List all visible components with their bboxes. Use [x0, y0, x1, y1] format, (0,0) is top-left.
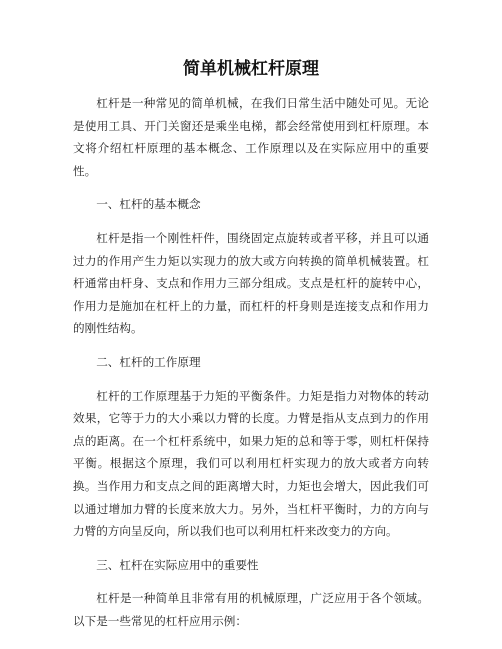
section-body-applications: 杠杆是一种简单且非常有用的机械原理，广泛应用于各个领域。以下是一些常见的杠杆应用示例： — [73, 591, 429, 628]
section-heading-working-principle: 二、杠杆的工作原理 — [96, 354, 201, 369]
section-body-working-principle: 杠杆的工作原理基于力矩的平衡条件。力矩是指力对物体的转动效果，它等于力的大小乘以力臂的长度。力臂是指从支点到力的作用点的距离。在一个杠杆系统中，如果力矩的总和等于零，则杠杆保持平衡。根据这个原理，我们可以利用杠杆实现力的放大或者方向转换。当作用力和支点之间的距离增大时，力矩也会增大，因此我们可以通过增加力臂的长度来放大力。另外，当杠杆平衡时，力的方向与力臂的方向呈反向，所以我们也可以利用杠杆来改变力的方向。 — [73, 388, 429, 539]
intro-paragraph: 杠杆是一种常见的简单机械，在我们日常生活中随处可见。无论是使用工具、开门关窗还是乘坐电梯，都会经常使用到杠杆原理。本文将介绍杠杆原理的基本概念、工作原理以及在实际应用中的重要性。 — [73, 96, 429, 178]
page-title: 简单机械杠杆原理 — [183, 59, 319, 79]
section-heading-applications: 三、杠杆在实际应用中的重要性 — [96, 557, 259, 572]
section-body-basic-concept: 杠杆是指一个刚性杆件，围绕固定点旋转或者平移，并且可以通过力的作用产生力矩以实现力的放大或方向转换的简单机械装置。杠杆通常由杆身、支点和作用力三部分组成。支点是杠杆的旋转中心，作用力是施加在杠杆上的力量，而杠杆的杆身则是连接支点和作用力的刚性结构。 — [73, 230, 429, 336]
section-heading-basic-concept: 一、杠杆的基本概念 — [96, 197, 201, 212]
